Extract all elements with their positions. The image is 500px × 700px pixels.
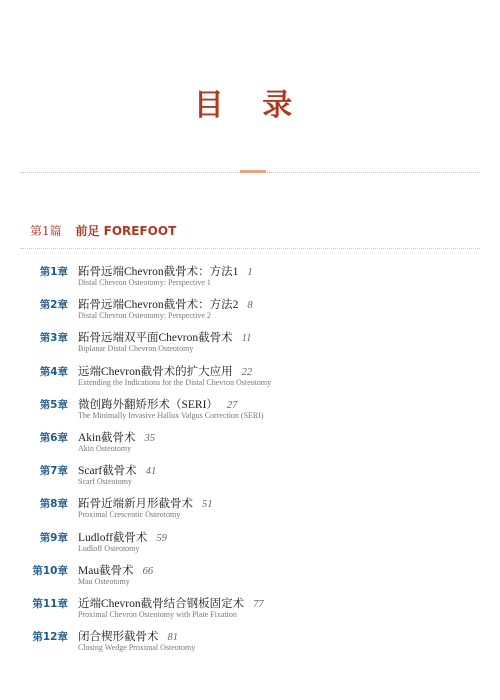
toc-entry[interactable] bbox=[0, 397, 500, 430]
toc-entry[interactable] bbox=[0, 530, 500, 563]
chapter-title-text: Akin截骨术 bbox=[78, 431, 136, 444]
chapter-title bbox=[78, 429, 155, 445]
chapter-number: 第9章 bbox=[39, 531, 68, 544]
chapter-number: 第1章 bbox=[39, 266, 68, 278]
chapter-title-text: 跖骨远端Chevron截骨术：方法1 bbox=[78, 266, 239, 278]
toc-entry[interactable] bbox=[0, 364, 500, 397]
chapter-number: 第6章 bbox=[39, 431, 68, 444]
chapter-page: 66 bbox=[142, 565, 154, 577]
chapter-title bbox=[78, 296, 253, 312]
chapter-number: 第8章 bbox=[39, 498, 68, 511]
chapter-page: 8 bbox=[247, 300, 253, 312]
chapter-number: 第3章 bbox=[39, 332, 68, 345]
toc-entry[interactable] bbox=[0, 596, 500, 629]
chapter-number: 第2章 bbox=[39, 299, 68, 312]
chapter-number: 第11章 bbox=[32, 597, 68, 610]
chapter-title-text: 跖骨近端新月形截骨术 bbox=[78, 498, 193, 511]
chapter-number: 第10章 bbox=[32, 564, 68, 577]
part-divider bbox=[20, 248, 480, 249]
chapter-page: 41 bbox=[145, 466, 157, 478]
chapter-english-title: Proximal Chevron Osteotomy with Plate Fixation bbox=[78, 609, 237, 619]
chapter-english-title: Biplanar Distal Chevron Osteotomy bbox=[78, 344, 194, 354]
chapter-title bbox=[78, 628, 178, 644]
chapter-title-text: 近端Chevron截骨结合钢板固定术 bbox=[78, 597, 245, 610]
chapter-title-text: 远端Chevron截骨术的扩大应用 bbox=[78, 365, 233, 378]
chapter-title bbox=[78, 363, 252, 379]
chapter-title bbox=[78, 595, 264, 611]
chapter-english-title: Scarf Osteotomy bbox=[78, 477, 132, 487]
toc-entry[interactable] bbox=[0, 264, 500, 297]
chapter-english-title: Ludloff Osteotomy bbox=[78, 543, 140, 553]
chapter-page: 22 bbox=[241, 366, 253, 378]
chapter-title-text: 微创踇外翻矫形术（SERI） bbox=[78, 398, 218, 411]
chapter-number: 第4章 bbox=[39, 365, 68, 378]
chapter-title bbox=[78, 529, 167, 545]
chapter-title bbox=[78, 263, 253, 279]
chapter-page: 35 bbox=[144, 432, 155, 444]
toc-entry[interactable] bbox=[0, 629, 500, 662]
chapter-title bbox=[78, 562, 153, 578]
chapter-title-text: Scarf截骨术 bbox=[78, 465, 137, 478]
chapter-title-text: 闭合楔形截骨术 bbox=[78, 631, 159, 644]
chapter-page: 81 bbox=[167, 632, 178, 644]
toc-entry[interactable] bbox=[0, 463, 500, 496]
chapter-page: 59 bbox=[156, 532, 167, 544]
chapter-page: 51 bbox=[202, 499, 213, 511]
chapter-page: 11 bbox=[241, 333, 252, 345]
chapter-title bbox=[78, 495, 213, 511]
part-heading bbox=[30, 222, 176, 239]
chapter-english-title: Proximal Crescentic Osteotomy bbox=[78, 510, 181, 520]
toc-entry[interactable] bbox=[0, 330, 500, 363]
part-name: 前足 FOREFOOT bbox=[75, 224, 177, 238]
chapter-number: 第5章 bbox=[39, 398, 68, 411]
chapter-english-title: Distal Chevron Osteotomy: Perspective 1 bbox=[78, 278, 211, 287]
chapter-english-title: Distal Chevron Osteotomy: Perspective 2 bbox=[78, 311, 211, 321]
chapter-number: 第7章 bbox=[39, 465, 68, 478]
chapter-title-text: 跖骨远端双平面Chevron截骨术 bbox=[78, 332, 233, 345]
part-number: 第1篇 bbox=[30, 224, 62, 238]
page-title: 目 录 bbox=[193, 88, 307, 123]
chapter-english-title: Akin Osteotomy bbox=[78, 443, 132, 453]
chapter-title bbox=[78, 462, 156, 478]
toc-entry[interactable] bbox=[0, 496, 500, 529]
chapter-english-title: Closing Wedge Proximal Osteotomy bbox=[78, 643, 196, 653]
chapter-title-text: Mau截骨术 bbox=[78, 564, 134, 577]
chapter-page: 27 bbox=[226, 399, 238, 411]
toc-list bbox=[0, 264, 500, 662]
toc-entry[interactable] bbox=[0, 297, 500, 330]
chapter-page: 77 bbox=[253, 598, 264, 610]
chapter-english-title: Mau Osteotomy bbox=[78, 576, 130, 586]
chapter-english-title: Extending the Indications for the Distal Chevron Osteotomy bbox=[78, 377, 272, 387]
toc-entry[interactable] bbox=[0, 430, 500, 463]
toc-entry[interactable] bbox=[0, 563, 500, 596]
title-accent-bar bbox=[240, 170, 266, 173]
chapter-title bbox=[78, 329, 251, 345]
chapter-title-text: 跖骨远端Chevron截骨术：方法2 bbox=[78, 299, 239, 312]
chapter-title-text: Ludloff截骨术 bbox=[78, 531, 148, 544]
chapter-title bbox=[78, 396, 237, 412]
chapter-english-title: The Minimally Invasive Hallux Valgus Correction (SERI) bbox=[78, 410, 264, 420]
chapter-page: 1 bbox=[247, 267, 253, 278]
chapter-number: 第12章 bbox=[32, 631, 68, 644]
